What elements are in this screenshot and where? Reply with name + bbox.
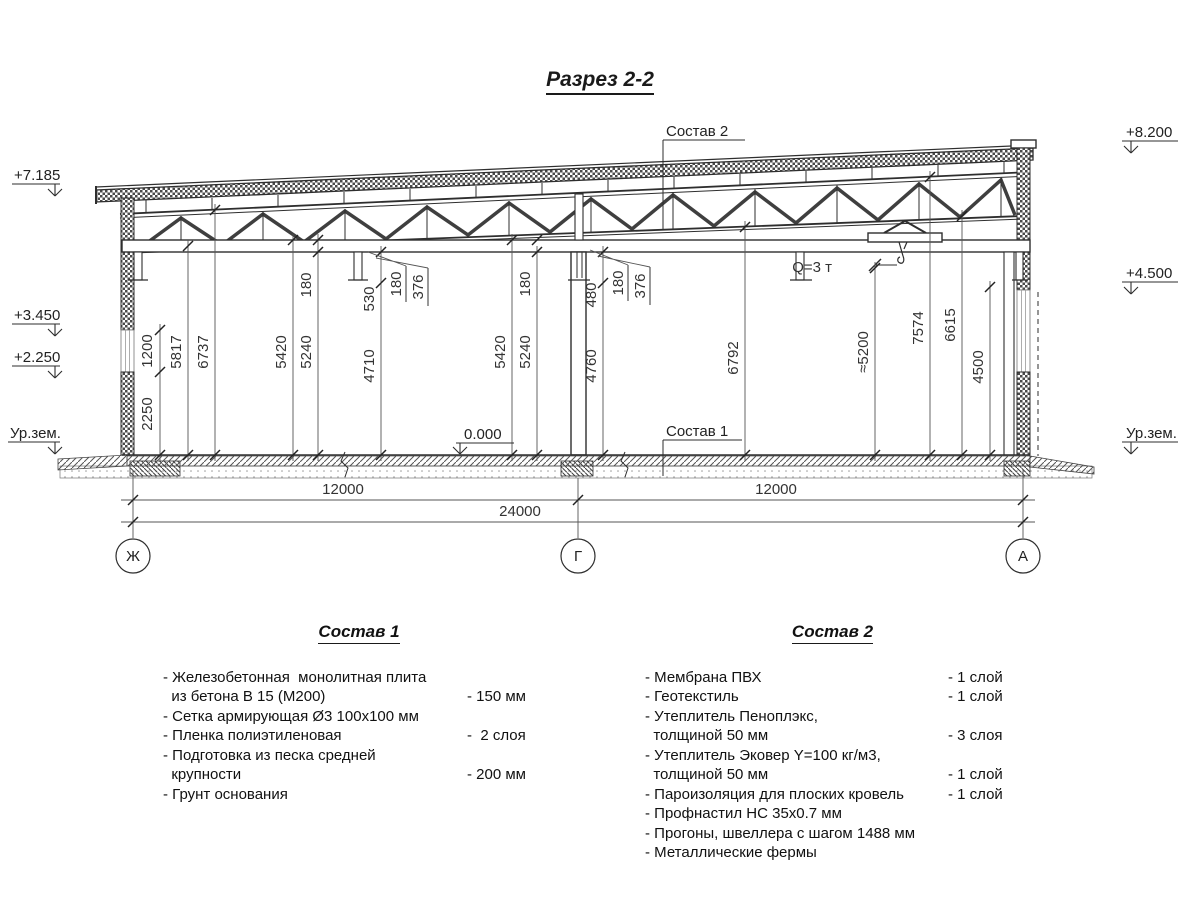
level-label: +7.185 xyxy=(14,167,61,184)
dim-label: 480 xyxy=(583,282,600,308)
composition-1-list xyxy=(163,622,555,804)
dim-label: 2250 xyxy=(139,397,156,431)
dim-label: 376 xyxy=(410,274,427,300)
dim-label: 530 xyxy=(361,286,378,312)
composition-2-list xyxy=(645,622,1020,863)
composition-2-title: Состав 2 xyxy=(645,622,1020,642)
dim-label: 4710 xyxy=(361,349,378,383)
level-mark xyxy=(1122,442,1178,454)
composition-1-title: Состав 1 xyxy=(163,622,555,642)
list-item: толщиной 50 мм - 1 слой xyxy=(645,766,1003,783)
dim-label: 4760 xyxy=(583,349,600,383)
hanger-post-left xyxy=(134,252,142,280)
crane-capacity-label: Q=3 т xyxy=(792,259,832,276)
level-mark xyxy=(1122,282,1178,294)
dim-label: 5420 xyxy=(273,335,290,369)
axis-label: А xyxy=(1017,548,1029,565)
hanger-post-1 xyxy=(354,252,362,280)
list-item: - Профнастил НС 35x0.7 мм xyxy=(645,805,842,822)
list-item: - Пленка полиэтиленовая - 2 слоя xyxy=(163,727,526,744)
parapet-cap xyxy=(1011,140,1036,148)
zero-level-label: 0.000 xyxy=(464,426,502,443)
dim-label: 12000 xyxy=(755,481,797,498)
dim-label: 5240 xyxy=(517,335,534,369)
dim-label: 180 xyxy=(388,271,405,297)
dim-label: 180 xyxy=(610,270,627,296)
level-mark xyxy=(8,442,62,454)
list-item: - Прогоны, швеллера с шагом 1488 мм xyxy=(645,824,916,842)
dim-label: 6737 xyxy=(195,335,212,369)
list-item: - Утеплитель Эковер Y=100 кг/м3, xyxy=(645,746,881,764)
level-label: Ур.зем. xyxy=(1126,425,1177,442)
level-mark xyxy=(12,366,62,378)
dim-label: 7574 xyxy=(910,311,927,345)
zero-level-mark xyxy=(453,443,514,454)
sostav1-callout-label: Состав 1 xyxy=(666,423,729,440)
sostav2-leader xyxy=(663,140,745,229)
list-item: крупности - 200 мм xyxy=(163,766,526,783)
left-wall-panel-lower xyxy=(121,372,134,455)
dim-label: ≈5200 xyxy=(855,331,872,373)
hook-curl xyxy=(898,256,904,263)
level-label: +8.200 xyxy=(1126,124,1173,141)
sostav2-callout-label: Состав 2 xyxy=(666,123,729,140)
list-item: из бетона В 15 (М200) - 150 мм xyxy=(163,688,526,705)
dim-label: 6615 xyxy=(942,308,959,342)
list-item: - Геотекстиль - 1 слой xyxy=(645,688,1003,705)
dim-label: 376 xyxy=(632,273,649,299)
hanger-post-right xyxy=(1016,252,1023,280)
dim-label: 180 xyxy=(517,271,534,297)
level-label: +3.450 xyxy=(14,307,61,324)
left-wall-window-band xyxy=(121,330,134,372)
level-mark xyxy=(12,324,62,336)
trolley-beam xyxy=(868,233,942,242)
level-marks-left xyxy=(8,167,62,454)
axis-label: Г xyxy=(573,548,583,565)
list-item: - Подготовка из песка средней xyxy=(163,746,376,764)
dim-label: 4500 xyxy=(970,350,987,384)
list-item: - Железобетонная монолитная плита xyxy=(163,668,427,686)
dim-label: 6792 xyxy=(725,341,742,375)
extension-lines xyxy=(133,470,1023,538)
right-column xyxy=(1004,252,1014,455)
list-item: - Утеплитель Пеноплэкс, xyxy=(645,707,818,725)
right-wall-window-band xyxy=(1017,290,1030,372)
level-label: +4.500 xyxy=(1126,265,1173,282)
vertical-dimensions xyxy=(139,171,995,461)
list-item: толщиной 50 мм - 3 слоя xyxy=(645,727,1003,744)
dim-label: 5420 xyxy=(492,335,509,369)
slab-hatch-band xyxy=(127,456,1030,466)
dim-label: 5817 xyxy=(168,335,185,369)
right-wall-panel-lower xyxy=(1017,372,1030,455)
middle-column-upper xyxy=(575,194,583,240)
level-mark xyxy=(1122,141,1178,153)
dim-label: 1200 xyxy=(139,334,156,368)
left-wall-panel-upper xyxy=(121,198,134,330)
level-marks-right xyxy=(1122,124,1178,454)
level-mark xyxy=(12,184,62,196)
level-label: +2.250 xyxy=(14,349,61,366)
list-item: - Мембрана ПВХ - 1 слой xyxy=(645,668,1003,686)
dim-label: 24000 xyxy=(499,503,541,520)
page-title: Разрез 2-2 xyxy=(0,68,1200,92)
dim-label: 5240 xyxy=(298,335,315,369)
dim-label: 180 xyxy=(298,272,315,298)
roof xyxy=(96,140,1036,204)
list-item: - Металлические фермы xyxy=(645,844,817,861)
list-item: - Грунт основания xyxy=(163,785,288,803)
level-label: Ур.зем. xyxy=(10,425,61,442)
list-item: - Сетка армирующая Ø3 100x100 мм xyxy=(163,707,419,725)
bottom-dimensions xyxy=(116,470,1040,573)
list-item: - Пароизоляция для плоских кровель - 1 слой xyxy=(645,785,1003,803)
dim-label: 12000 xyxy=(322,481,364,498)
axis-label: Ж xyxy=(126,548,140,565)
